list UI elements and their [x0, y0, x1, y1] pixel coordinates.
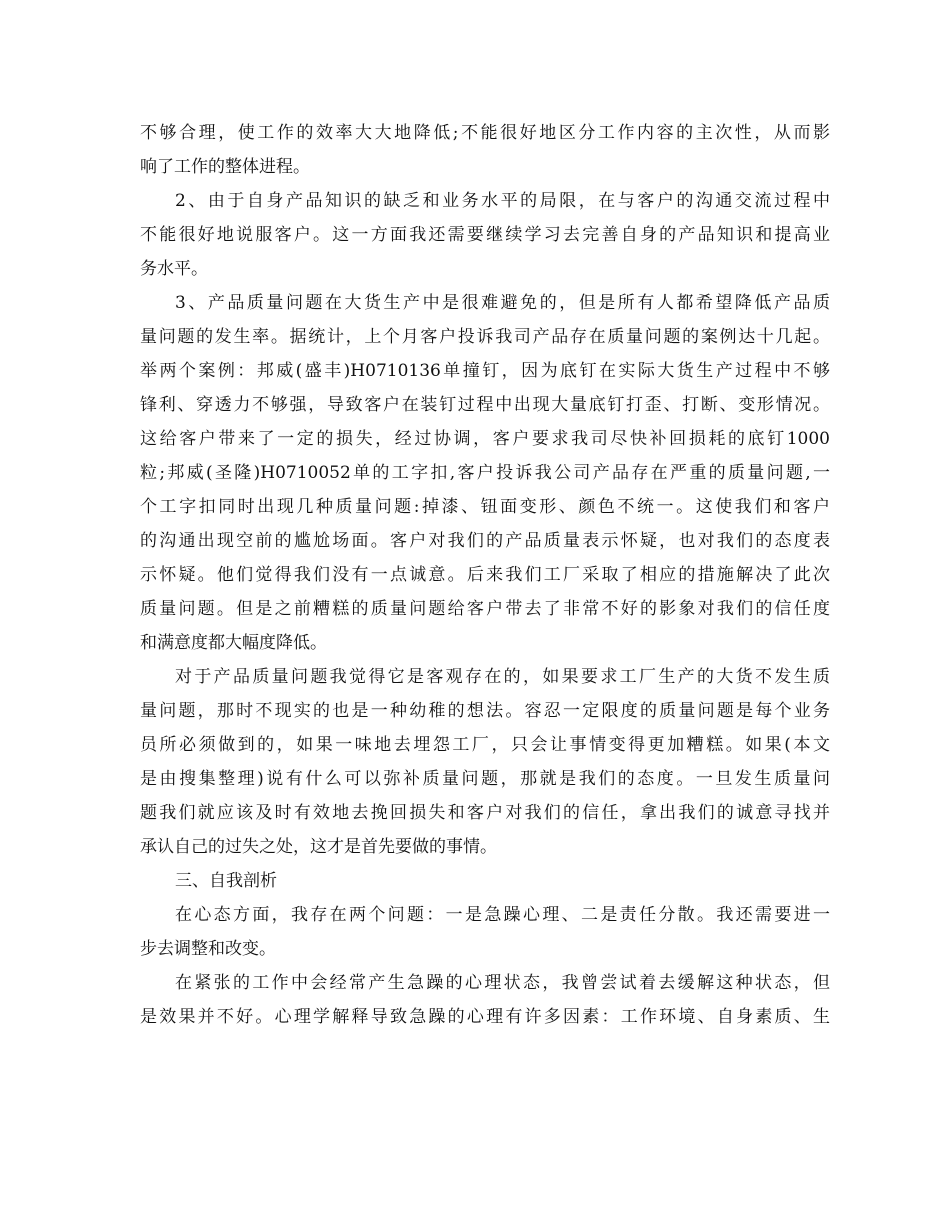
text-line: 2、由于自身产品知识的缺乏和业务水平的局限，在与客户的沟通交流过程中: [175, 191, 830, 211]
text-line: 锋利、穿透力不够强，导致客户在装钉过程中出现大量底钉打歪、打断、变形情况。: [140, 395, 830, 415]
text-line: 3、产品质量问题在大货生产中是很难避免的，但是所有人都希望降低产品质: [175, 293, 830, 313]
text-line: 是效果并不好。心理学解释导致急躁的心理有许多因素：工作环境、自身素质、生: [140, 1007, 830, 1027]
text-line: 在紧张的工作中会经常产生急躁的心理状态，我曾尝试着去缓解这种状态，但: [175, 973, 830, 993]
text-line: 不能很好地说服客户。这一方面我还需要继续学习去完善自身的产品知识和提高业: [140, 225, 830, 245]
text-line: 举两个案例：邦威(盛丰)H0710136单撞钉，因为底钉在实际大货生产过程中不够: [140, 361, 830, 381]
text-line: 量问题，那时不现实的也是一种幼稚的想法。容忍一定限度的质量问题是每个业务: [140, 701, 830, 721]
text-line: 示怀疑。他们觉得我们没有一点诚意。后来我们工厂采取了相应的措施解决了此次: [140, 565, 830, 585]
text-line: 员所必须做到的，如果一味地去埋怨工厂，只会让事情变得更加糟糕。如果(本文: [140, 735, 830, 755]
text-line: 务水平。: [140, 259, 208, 279]
text-line: 三、自我剖析: [175, 871, 277, 891]
text-line: 在心态方面，我存在两个问题：一是急躁心理、二是责任分散。我还需要进一: [175, 905, 830, 925]
text-line: 对于产品质量问题我觉得它是客观存在的，如果要求工厂生产的大货不发生质: [175, 667, 830, 687]
text-line: 粒;邦威(圣隆)H0710052单的工字扣,客户投诉我公司产品存在严重的质量问题,一: [140, 463, 830, 483]
text-line: 和满意度都大幅度降低。: [140, 633, 327, 653]
text-line: 量问题的发生率。据统计，上个月客户投诉我司产品存在质量问题的案例达十几起。: [140, 327, 830, 347]
text-line: 响了工作的整体进程。: [140, 157, 310, 177]
text-line: 承认自己的过失之处，这才是首先要做的事情。: [140, 837, 497, 857]
document-body: [140, 116, 830, 1034]
text-line: 题我们就应该及时有效地去挽回损失和客户对我们的信任，拿出我们的诚意寻找并: [140, 803, 830, 823]
text-line: 步去调整和改变。: [140, 939, 276, 959]
text-line: 这给客户带来了一定的损失，经过协调，客户要求我司尽快补回损耗的底钉1000: [140, 429, 830, 449]
text-line: 的沟通出现空前的尴尬场面。客户对我们的产品质量表示怀疑，也对我们的态度表: [140, 531, 830, 551]
text-line: 个工字扣同时出现几种质量问题:掉漆、钮面变形、颜色不统一。这使我们和客户: [140, 497, 830, 517]
text-line: 是由搜集整理)说有什么可以弥补质量问题，那就是我们的态度。一旦发生质量问: [140, 769, 830, 789]
text-line: 不够合理，使工作的效率大大地降低;不能很好地区分工作内容的主次性，从而影: [140, 123, 830, 143]
text-line: 质量问题。但是之前糟糕的质量问题给客户带去了非常不好的影象对我们的信任度: [140, 599, 830, 619]
